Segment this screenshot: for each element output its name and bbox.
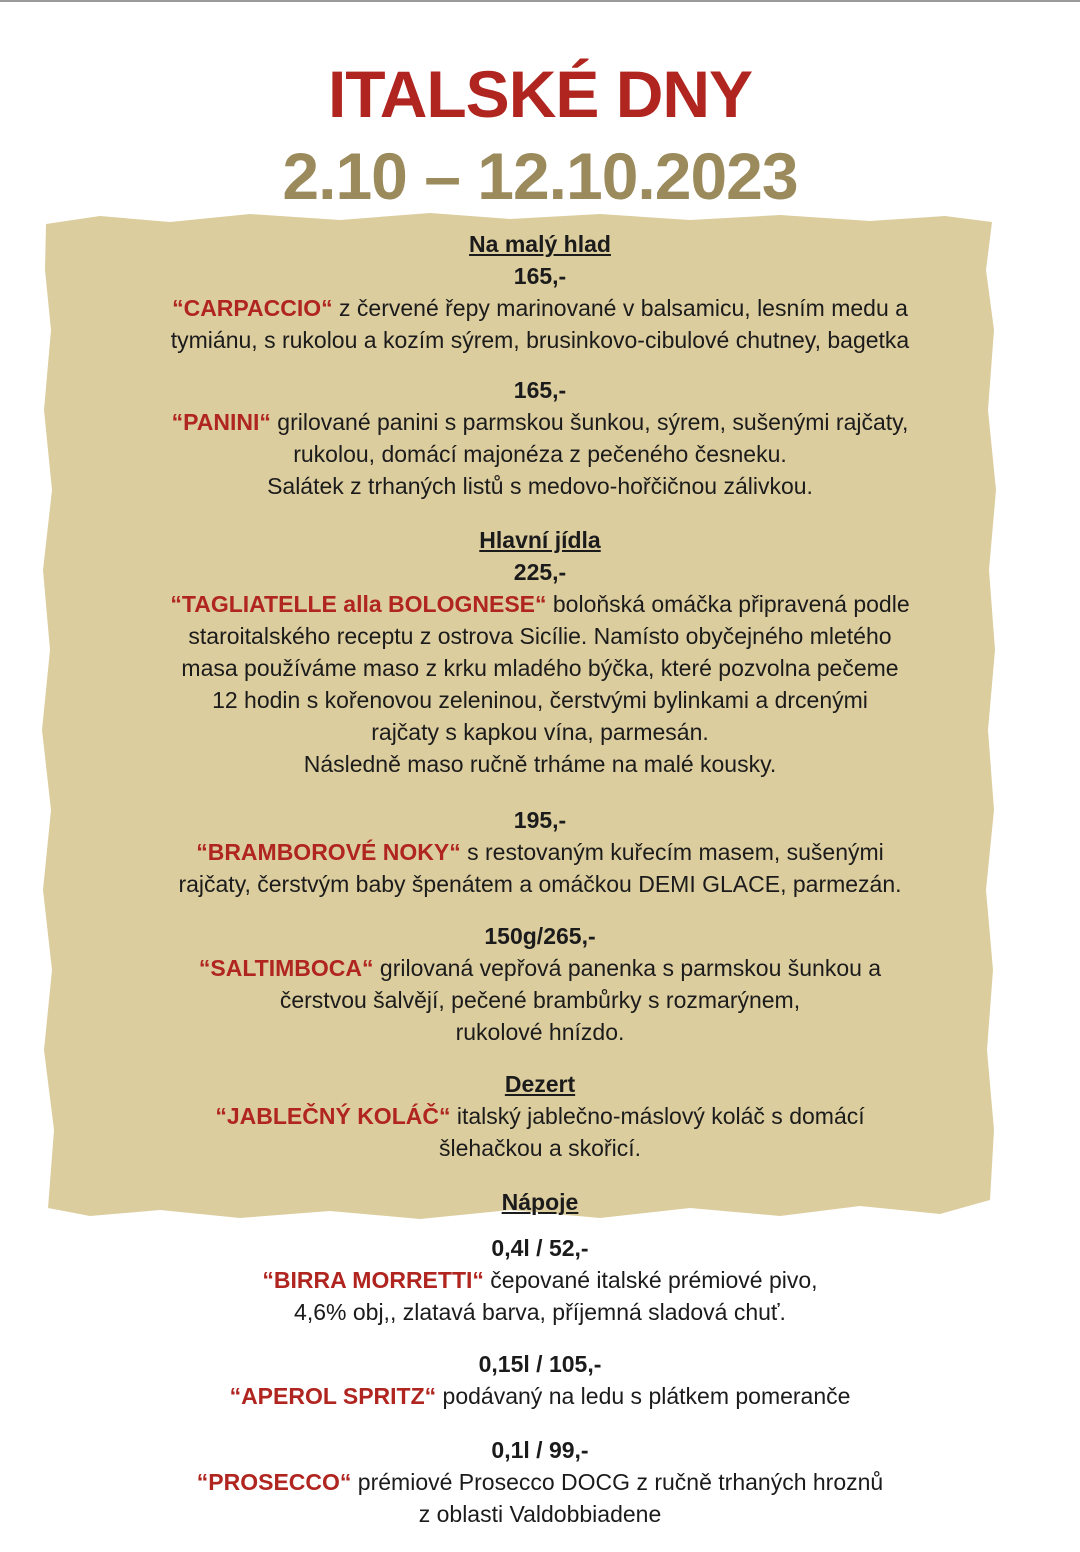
panini-desc-1: grilované panini s parmskou šunkou, sýrem, sušenými rajčaty, [270, 409, 909, 435]
birra-desc-2: 4,6% obj,, zlatavá barva, příjemná sladová chuť. [294, 1299, 786, 1325]
saltimboca-desc-1: grilovaná vepřová panenka s parmskou šunkou a [373, 955, 882, 981]
saltimboca-line-1 [0, 952, 1080, 984]
birra-desc-1: čepované italské prémiové pivo, [483, 1267, 818, 1293]
aperol-desc-1: podávaný na ledu s plátkem pomeranče [436, 1383, 851, 1409]
prosecco-price: 0,1l / 99,- [491, 1437, 589, 1463]
section-heading-main-dishes: Hlavní jídla [479, 527, 601, 553]
tagliatelle-desc-5: rajčaty s kapkou vína, parmesán. [371, 719, 709, 745]
birra-line-1 [0, 1264, 1080, 1296]
saltimboca-desc-2: čerstvou šalvějí, pečené brambůrky s rozmarýnem, [279, 987, 801, 1013]
event-dates: 2.10 – 12.10.2023 [282, 139, 798, 213]
birra-name: “BIRRA MORRETTI“ [262, 1267, 484, 1293]
tagliatelle-name: “TAGLIATELLE alla BOLOGNESE“ [170, 591, 547, 617]
tagliatelle-desc-1: boloňská omáčka připravená podle [546, 591, 910, 617]
prosecco-desc-2: z oblasti Valdobbiadene [418, 1501, 662, 1527]
noky-desc-1: s restovaným kuřecím masem, sušenými [460, 839, 884, 865]
tagliatelle-desc-3: masa používáme maso z krku mladého býčka, které pozvolna pečeme [181, 655, 899, 681]
carpaccio-desc-1: z červené řepy marinované v balsamicu, lesním medu a [332, 295, 908, 321]
panini-desc-2: rukolou, domácí majonéza z pečeného česneku. [293, 441, 787, 467]
carpaccio-price: 165,- [513, 263, 567, 289]
panini-name: “PANINI“ [171, 409, 271, 435]
tagliatelle-desc-4: 12 hodin s kořenovou zeleninou, čerstvými bylinkami a drcenými [212, 687, 868, 713]
noky-desc-2: rajčaty, čerstvým baby špenátem a omáčkou DEMI GLACE, parmezán. [178, 871, 902, 897]
tagliatelle-price: 225,- [513, 559, 567, 585]
section-heading-dessert: Dezert [504, 1071, 576, 1097]
saltimboca-name: “SALTIMBOCA“ [198, 955, 374, 981]
kolac-desc-2: šlehačkou a skořicí. [439, 1135, 641, 1161]
panini-price: 165,- [513, 377, 567, 403]
saltimboca-desc-3: rukolové hnízdo. [455, 1019, 625, 1045]
carpaccio-name: “CARPACCIO“ [172, 295, 333, 321]
birra-price: 0,4l / 52,- [491, 1235, 589, 1261]
noky-price: 195,- [513, 807, 567, 833]
prosecco-line-1 [0, 1466, 1080, 1498]
aperol-line-1 [0, 1380, 1080, 1412]
aperol-price: 0,15l / 105,- [478, 1351, 602, 1377]
saltimboca-price: 150g/265,- [484, 923, 596, 949]
noky-name: “BRAMBOROVÉ NOKY“ [196, 839, 461, 865]
tagliatelle-desc-2: staroitalského receptu z ostrova Sicílie. Namísto obyčejného mletého [188, 623, 892, 649]
panini-line-1 [0, 406, 1080, 438]
panini-desc-3: Salátek z trhaných listů s medovo-hořčičnou zálivkou. [267, 473, 813, 499]
page-title: ITALSKÉ DNY [327, 57, 753, 131]
carpaccio-line-1 [0, 292, 1080, 324]
kolac-desc-1: italský jablečno-máslový koláč s domácí [450, 1103, 865, 1129]
section-heading-small-hunger: Na malý hlad [469, 231, 611, 257]
kolac-line-1 [0, 1100, 1080, 1132]
section-heading-drinks: Nápoje [501, 1189, 579, 1215]
top-border-line [0, 0, 1080, 2]
tagliatelle-desc-6: Následně maso ručně trháme na malé kousky. [303, 751, 777, 777]
kolac-name: “JABLEČNÝ KOLÁČ“ [215, 1103, 451, 1129]
carpaccio-desc-2: tymiánu, s rukolou a kozím sýrem, brusinkovo-cibulové chutney, bagetka [170, 327, 910, 353]
aperol-name: “APEROL SPRITZ“ [229, 1383, 437, 1409]
tagliatelle-line-1 [0, 588, 1080, 620]
noky-line-1 [0, 836, 1080, 868]
prosecco-desc-1: prémiové Prosecco DOCG z ručně trhaných hroznů [351, 1469, 884, 1495]
prosecco-name: “PROSECCO“ [196, 1469, 352, 1495]
